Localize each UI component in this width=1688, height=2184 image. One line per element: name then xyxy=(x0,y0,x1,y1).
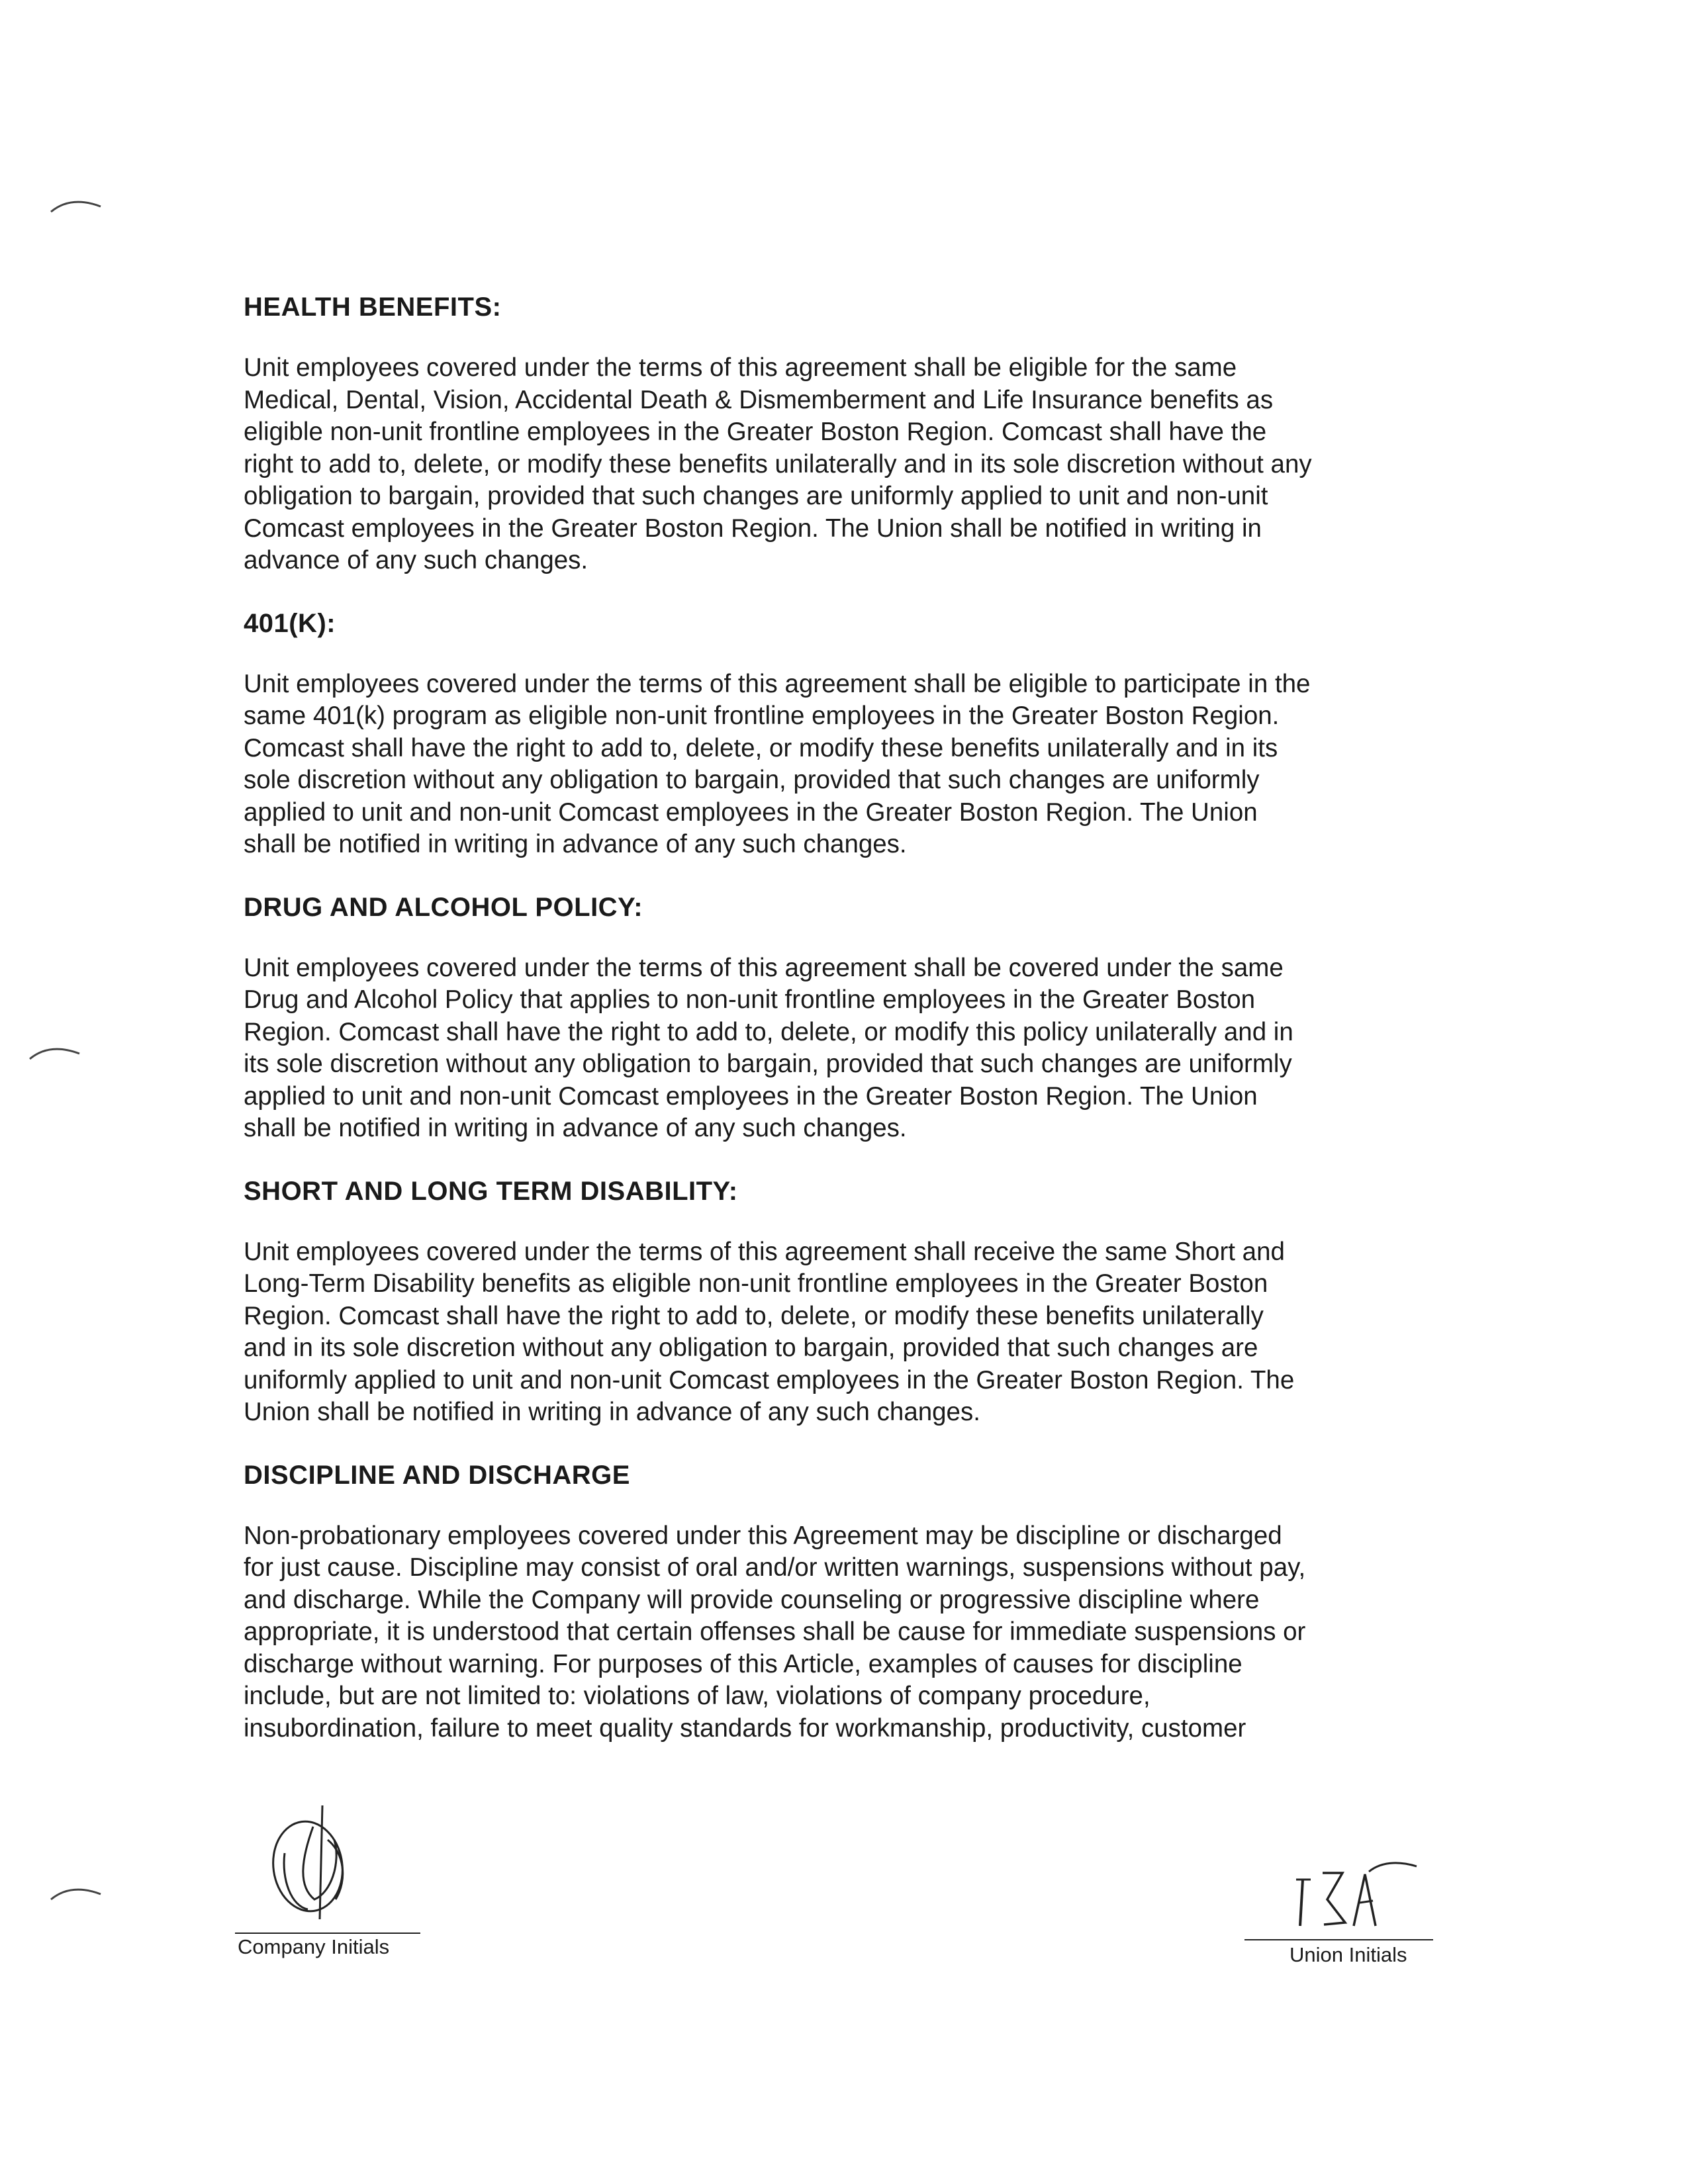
section-paragraph: Unit employees covered under the terms of this agreement shall receive the same Short and Long-Term Disability benefits as eligible non-unit frontline employees in the Greater Boston Region. Comcast shall have the right to add to, delete, or modify these benefits unilaterally and in its sole discretion without any obligation to bargain, provided that such changes are uniformly applied to unit and non-unit Comcast employees in the Greater Boston Region. The Union shall be notified in writing in advance of any such changes. xyxy=(244,1237,1295,1426)
document-body xyxy=(244,291,1442,1775)
section-heading: SHORT AND LONG TERM DISABILITY: xyxy=(244,1176,738,1206)
union-initials-block xyxy=(1244,1853,1436,1972)
punch-hole-mark-bottom xyxy=(48,1880,107,1906)
company-initials-label: Company Initials xyxy=(238,1935,390,1958)
punch-hole-mark-top xyxy=(48,192,107,218)
section-health-benefits xyxy=(244,291,1442,577)
section-paragraph: Non-probationary employees covered under this Agreement may be discipline or discharged for just cause. Discipline may consist of oral and/or written warnings, suspensions without pay, and discharge. While the Company will provide counseling or progressive discipline where appropriate, it is understood that certain offenses shall be cause for immediate suspensions or discharge without warning. For purposes of this Article, examples of causes for discipline include, but are not limited to: violations of law, violations of company procedure, insubordination, failure to meet quality standards for workmanship, productivity, customer xyxy=(244,1521,1306,1743)
company-initials-block xyxy=(235,1800,427,1959)
punch-hole-mark-middle xyxy=(26,1039,86,1066)
section-paragraph: Unit employees covered under the terms of this agreement shall be eligible to participate in the same 401(k) program as eligible non-unit frontline employees in the Greater Boston Region. Comcast shall have the right to add to, delete, or modify these benefits unilaterally and in its sole discretion without any obligation to bargain, provided that such changes are uniformly applied to unit and non-unit Comcast employees in the Greater Boston Region. The Union shall be notified in writing in advance of any such changes. xyxy=(244,669,1311,858)
company-initials-signature xyxy=(261,1800,367,1923)
company-initials-line xyxy=(235,1933,420,1934)
union-initials-line xyxy=(1244,1939,1433,1940)
section-401k xyxy=(244,608,1442,861)
section-paragraph: Unit employees covered under the terms of this agreement shall be covered under the same Drug and Alcohol Policy that applies to non-unit frontline employees in the Greater Boston Region. Comcast shall have the right to add to, delete, or modify this policy unilaterally and in its sole discretion without any obligation to bargain, provided that such changes are uniformly applied to unit and non-unit Comcast employees in the Greater Boston Region. The Union shall be notified in writing in advance of any such changes. xyxy=(244,953,1293,1142)
section-drug-alcohol-policy xyxy=(244,891,1442,1145)
section-heading: 401(K): xyxy=(244,608,336,638)
section-heading: DISCIPLINE AND DISCHARGE xyxy=(244,1460,630,1490)
union-initials-signature xyxy=(1291,1853,1423,1933)
section-heading: HEALTH BENEFITS: xyxy=(244,293,502,322)
section-heading: DRUG AND ALCOHOL POLICY: xyxy=(244,892,643,922)
section-paragraph: Unit employees covered under the terms of this agreement shall be eligible for the same Medical, Dental, Vision, Accidental Death & Dismemberment and Life Insurance benefits as eligible non-unit frontline employees in the Greater Boston Region. Comcast shall have the right to add to, delete, or modify these benefits unilaterally and in its sole discretion without any obligation to bargain, provided that such changes are uniformly applied to unit and non-unit Comcast employees in the Greater Boston Region. The Union shall be notified in writing in advance of any such changes. xyxy=(244,353,1312,574)
union-initials-label: Union Initials xyxy=(1289,1943,1407,1966)
section-discipline-discharge xyxy=(244,1459,1442,1745)
section-disability xyxy=(244,1175,1442,1429)
